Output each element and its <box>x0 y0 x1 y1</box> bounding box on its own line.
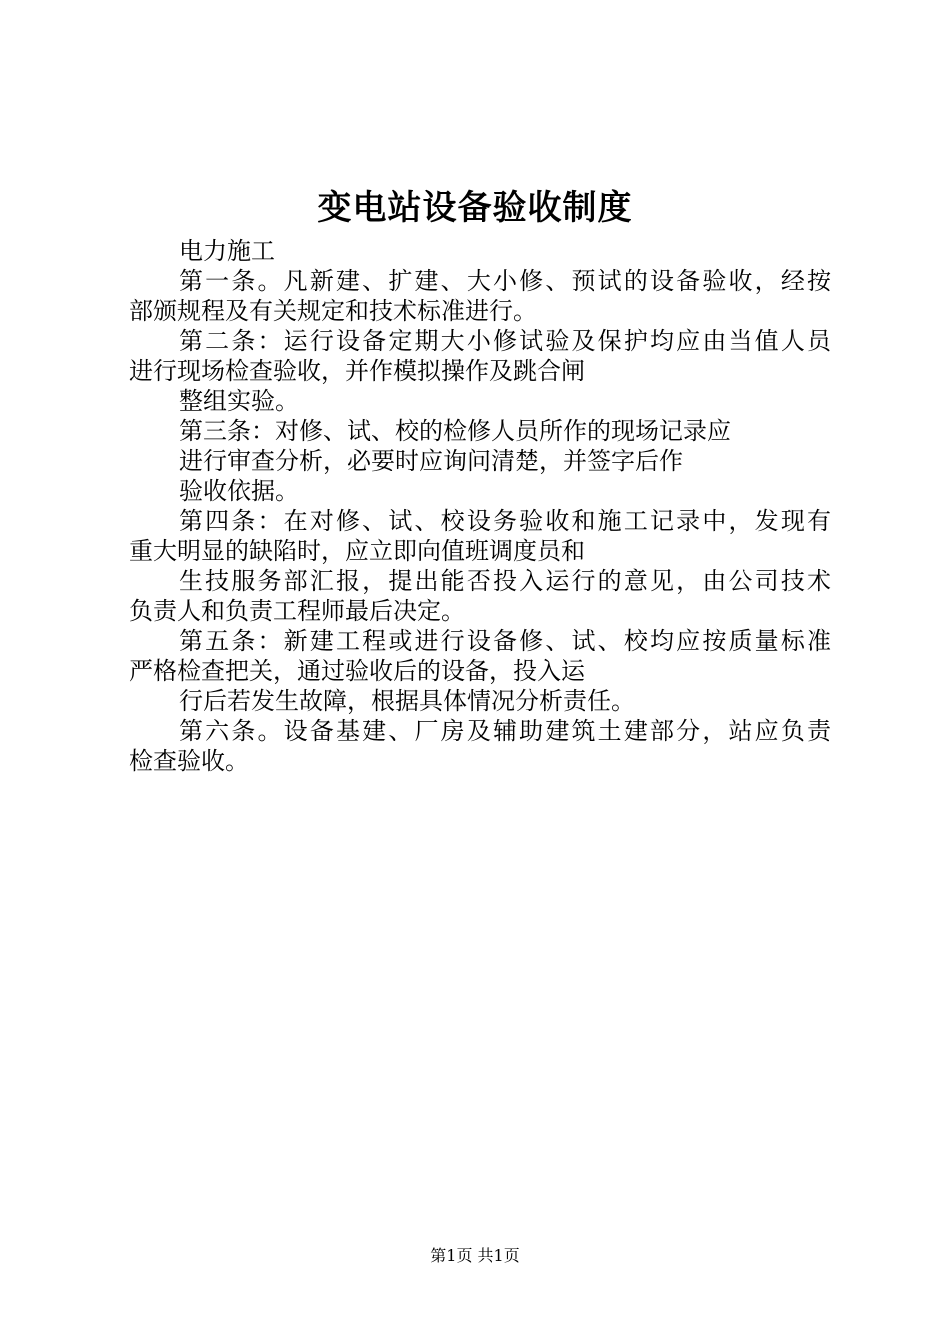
document-title: 变电站设备验收制度 <box>317 188 633 228</box>
article-4-line-3: 生技服务部汇报，提出能否投入运行的意见，由公司技术 <box>179 567 831 595</box>
article-2-line-3: 整组实验。 <box>179 387 299 415</box>
article-5-line-2: 严格检查把关，通过验收后的设备，投入运 <box>129 657 585 685</box>
article-3-line-3: 验收依据。 <box>179 477 299 505</box>
page-footer: 第1页 共1页 <box>430 1246 520 1265</box>
document-body <box>129 236 831 776</box>
article-4-line-2: 重大明显的缺陷时，应立即向值班调度员和 <box>129 537 585 565</box>
article-5-line-3: 行后若发生故障，根据具体情况分析责任。 <box>179 687 635 715</box>
article-5-line-1: 第五条：新建工程或进行设备修、试、校均应按质量标准 <box>179 627 831 655</box>
article-6-line-1: 第六条。设备基建、厂房及辅助建筑土建部分，站应负责 <box>179 717 831 745</box>
article-4-line-4: 负责人和负责工程师最后决定。 <box>129 597 465 625</box>
article-1-line-1: 第一条。凡新建、扩建、大小修、预试的设备验收，经按 <box>179 267 831 295</box>
article-3-line-2: 进行审查分析，必要时应询问清楚，并签字后作 <box>179 447 683 475</box>
article-2-line-2: 进行现场检查验收，并作模拟操作及跳合闸 <box>129 357 585 385</box>
article-3-line-1: 第三条：对修、试、校的检修人员所作的现场记录应 <box>179 417 731 445</box>
article-4-line-1: 第四条：在对修、试、校设务验收和施工记录中，发现有 <box>179 507 831 535</box>
article-2-line-1: 第二条：运行设备定期大小修试验及保护均应由当值人员 <box>179 327 831 355</box>
subtitle-line: 电力施工 <box>179 237 275 265</box>
article-1-line-2: 部颁规程及有关规定和技术标准进行。 <box>129 297 537 325</box>
article-6-line-2: 检查验收。 <box>129 747 249 775</box>
